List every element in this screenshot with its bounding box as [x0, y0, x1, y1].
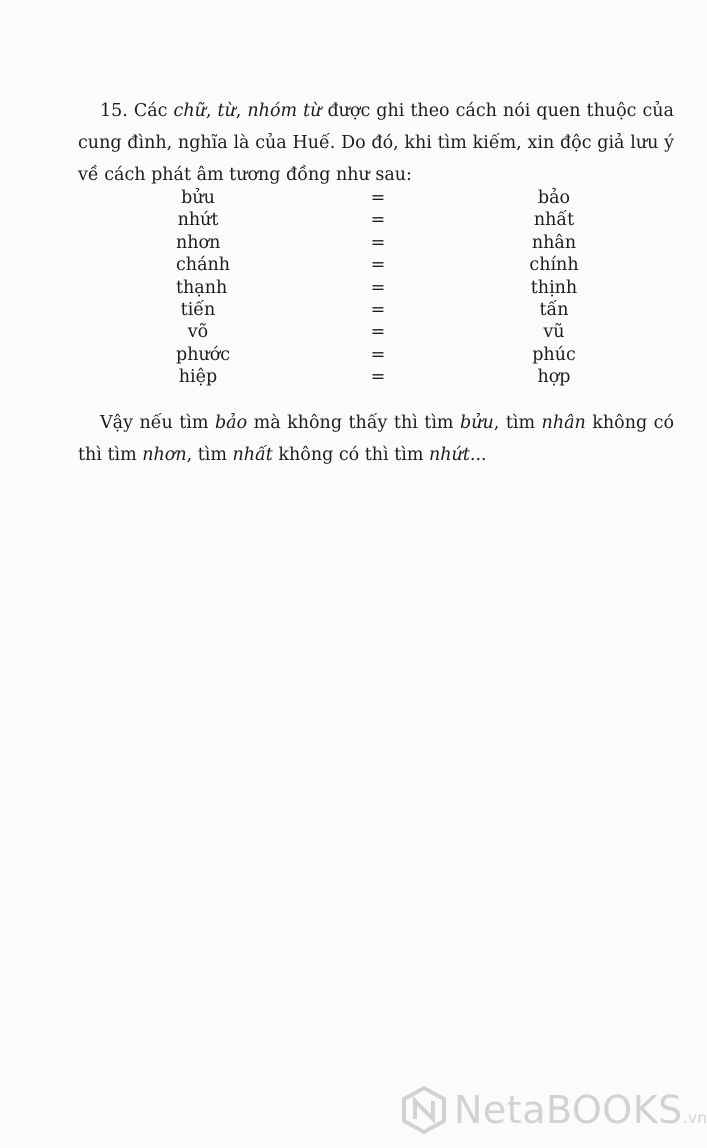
pair-row — [0, 299, 700, 321]
equals-sign: = — [370, 300, 386, 320]
italic-term: từ — [217, 101, 236, 121]
standard-form: bảo — [537, 188, 571, 208]
italic-term: nhóm từ — [247, 101, 322, 121]
equals-sign: = — [370, 232, 386, 253]
pair-row — [0, 344, 700, 366]
italic-term: bảo — [214, 413, 248, 433]
standard-form: thịnh — [530, 277, 578, 298]
text-run: không có thì tìm — [272, 445, 430, 465]
italic-term: nhơn — [142, 445, 187, 465]
text-run: Vậy nếu tìm — [100, 413, 215, 433]
paragraph-search-advice — [78, 407, 674, 471]
text-run: không có thì tìm — [78, 413, 674, 465]
standard-form: nhất — [533, 210, 575, 231]
hue-form: nhơn — [176, 232, 221, 253]
standard-form: chính — [529, 255, 579, 276]
hue-form: phước — [176, 344, 231, 365]
italic-term: nhất — [232, 445, 273, 465]
text-run: ... — [469, 445, 487, 465]
hue-form: võ — [187, 322, 209, 343]
text-run: , — [235, 101, 248, 121]
paragraph-pronunciation-note — [78, 95, 674, 191]
watermark-suffix: .vn — [682, 1109, 707, 1127]
pair-row — [0, 187, 700, 209]
equals-sign: = — [370, 210, 386, 231]
text-run: , — [205, 101, 218, 121]
hue-form: hiệp — [178, 367, 218, 388]
equals-sign: = — [370, 322, 386, 343]
standard-form: tấn — [539, 300, 569, 320]
italic-term: chữ — [173, 101, 206, 121]
equals-sign: = — [370, 344, 386, 365]
hue-form: chánh — [176, 255, 231, 276]
italic-term: bửu — [460, 413, 494, 433]
watermark-brand: NetaBOOKS — [454, 1088, 683, 1132]
standard-form: phúc — [532, 344, 576, 365]
hue-form: tiến — [180, 300, 216, 320]
text-run: 15. Các — [100, 101, 174, 121]
hue-form: thạnh — [176, 277, 228, 298]
pair-row — [0, 254, 700, 276]
publisher-watermark — [400, 1080, 707, 1140]
pair-row — [0, 232, 700, 254]
equals-sign: = — [370, 188, 386, 208]
equals-sign: = — [370, 277, 386, 298]
pair-row — [0, 321, 700, 343]
equals-sign: = — [370, 255, 386, 276]
pair-row — [0, 277, 700, 299]
italic-term: nhân — [541, 413, 586, 433]
equals-sign: = — [370, 367, 386, 388]
text-run: được ghi theo cách nói quen thuộc của cung đình, nghĩa là của Huế. Do đó, khi tìm kiếm, xin độc giả lưu ý về cách phát âm tương đồng như sau: — [78, 101, 674, 185]
text-run: , tìm — [186, 445, 233, 465]
pair-row — [0, 209, 700, 231]
standard-form: hợp — [537, 367, 571, 388]
text-run: mà không thấy thì tìm — [247, 413, 461, 433]
standard-form: nhân — [531, 232, 577, 253]
watermark-text — [454, 1088, 707, 1140]
netabooks-logo-icon — [400, 1086, 448, 1134]
standard-form: vũ — [543, 322, 565, 343]
hue-form: bửu — [181, 188, 215, 208]
pair-row — [0, 366, 700, 388]
hue-form: nhứt — [177, 210, 219, 231]
text-run: , tìm — [493, 413, 542, 433]
italic-term: nhứt — [429, 445, 470, 465]
